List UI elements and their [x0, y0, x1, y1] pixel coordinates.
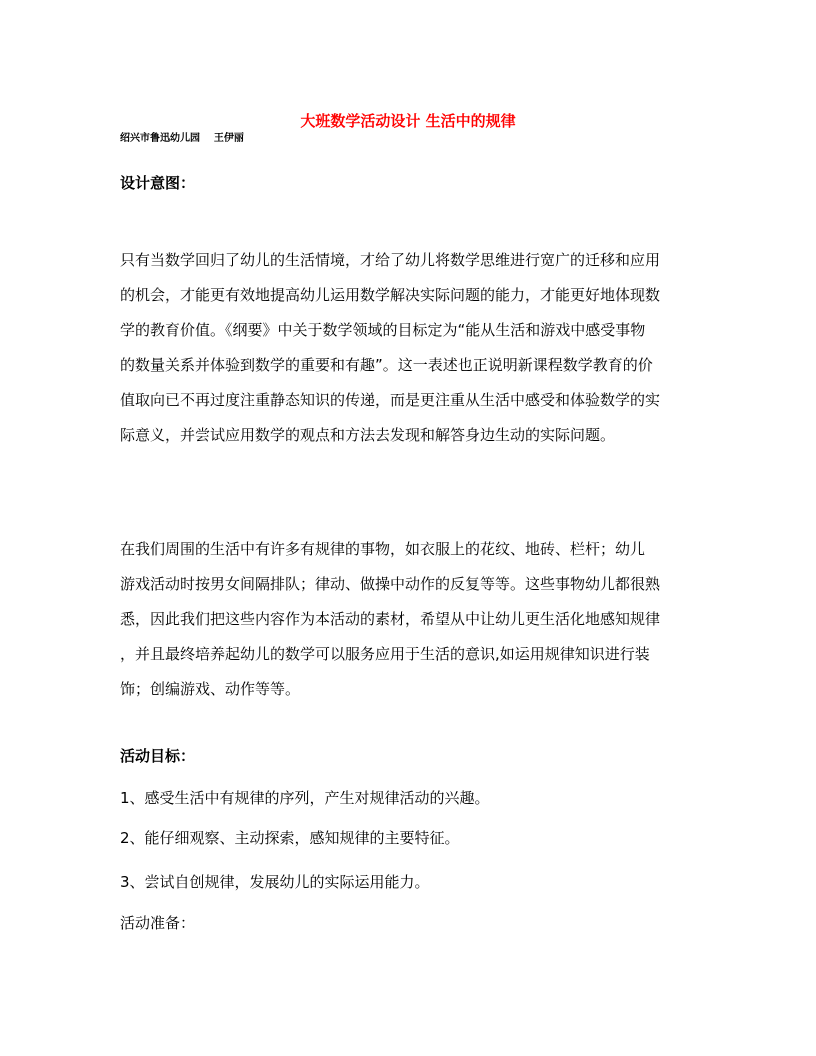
paragraph-line: 在我们周围的生活中有许多有规律的事物，如衣服上的花纹、地砖、栏杆；幼儿	[120, 540, 646, 558]
paragraph-design-intent	[120, 243, 698, 453]
goal-item: 2、能仔细观察、主动探索，感知规律的主要特征。	[120, 829, 460, 847]
paragraph-line: 的数量关系并体验到数学的重要和有趣”。这一表述也正说明新课程数学教育的价	[120, 356, 653, 374]
paragraph-line: 游戏活动时按男女间隔排队；律动、做操中动作的反复等等。这些事物幼儿都很熟	[120, 575, 661, 593]
paragraph-line: 只有当数学回归了幼儿的生活情境，才给了幼儿将数学思维进行宽广的迁移和应用	[120, 251, 661, 269]
section-heading-design-intent: 设计意图：	[120, 174, 196, 192]
goal-item: 3、尝试自创规律，发展幼儿的实际运用能力。	[120, 873, 430, 891]
paragraph-line: 的机会，才能更有效地提高幼儿运用数学解决实际问题的能力，才能更好地体现数	[120, 286, 661, 304]
paragraph-line: 际意义，并尝试应用数学的观点和方法去发现和解答身边生动的实际问题。	[120, 426, 616, 444]
section-heading-goals: 活动目标：	[120, 747, 196, 765]
paragraph-line: ，并且最终培养起幼儿的数学可以服务应用于生活的意识,如运用规律知识进行装	[120, 645, 650, 663]
paragraph-line: 值取向已不再过度注重静态知识的传递，而是更注重从生活中感受和体验数学的实	[120, 391, 661, 409]
paragraph-line: 悉，因此我们把这些内容作为本活动的素材，希望从中让幼儿更生活化地感知规律	[120, 610, 661, 628]
paragraph-line: 学的教育价值。《纲要》中关于数学领域的目标定为“能从生活和游戏中感受事物	[120, 321, 646, 339]
goal-item: 1、感受生活中有规律的序列，产生对规律活动的兴趣。	[120, 789, 490, 807]
author-line: 绍兴市鲁迅幼儿园 王伊丽	[120, 133, 244, 144]
document-title: 大班数学活动设计 生活中的规律	[300, 112, 516, 130]
section-heading-preparation: 活动准备：	[120, 914, 196, 932]
paragraph-life-patterns	[120, 532, 698, 707]
paragraph-line: 饰；创编游戏、动作等等。	[120, 680, 301, 698]
